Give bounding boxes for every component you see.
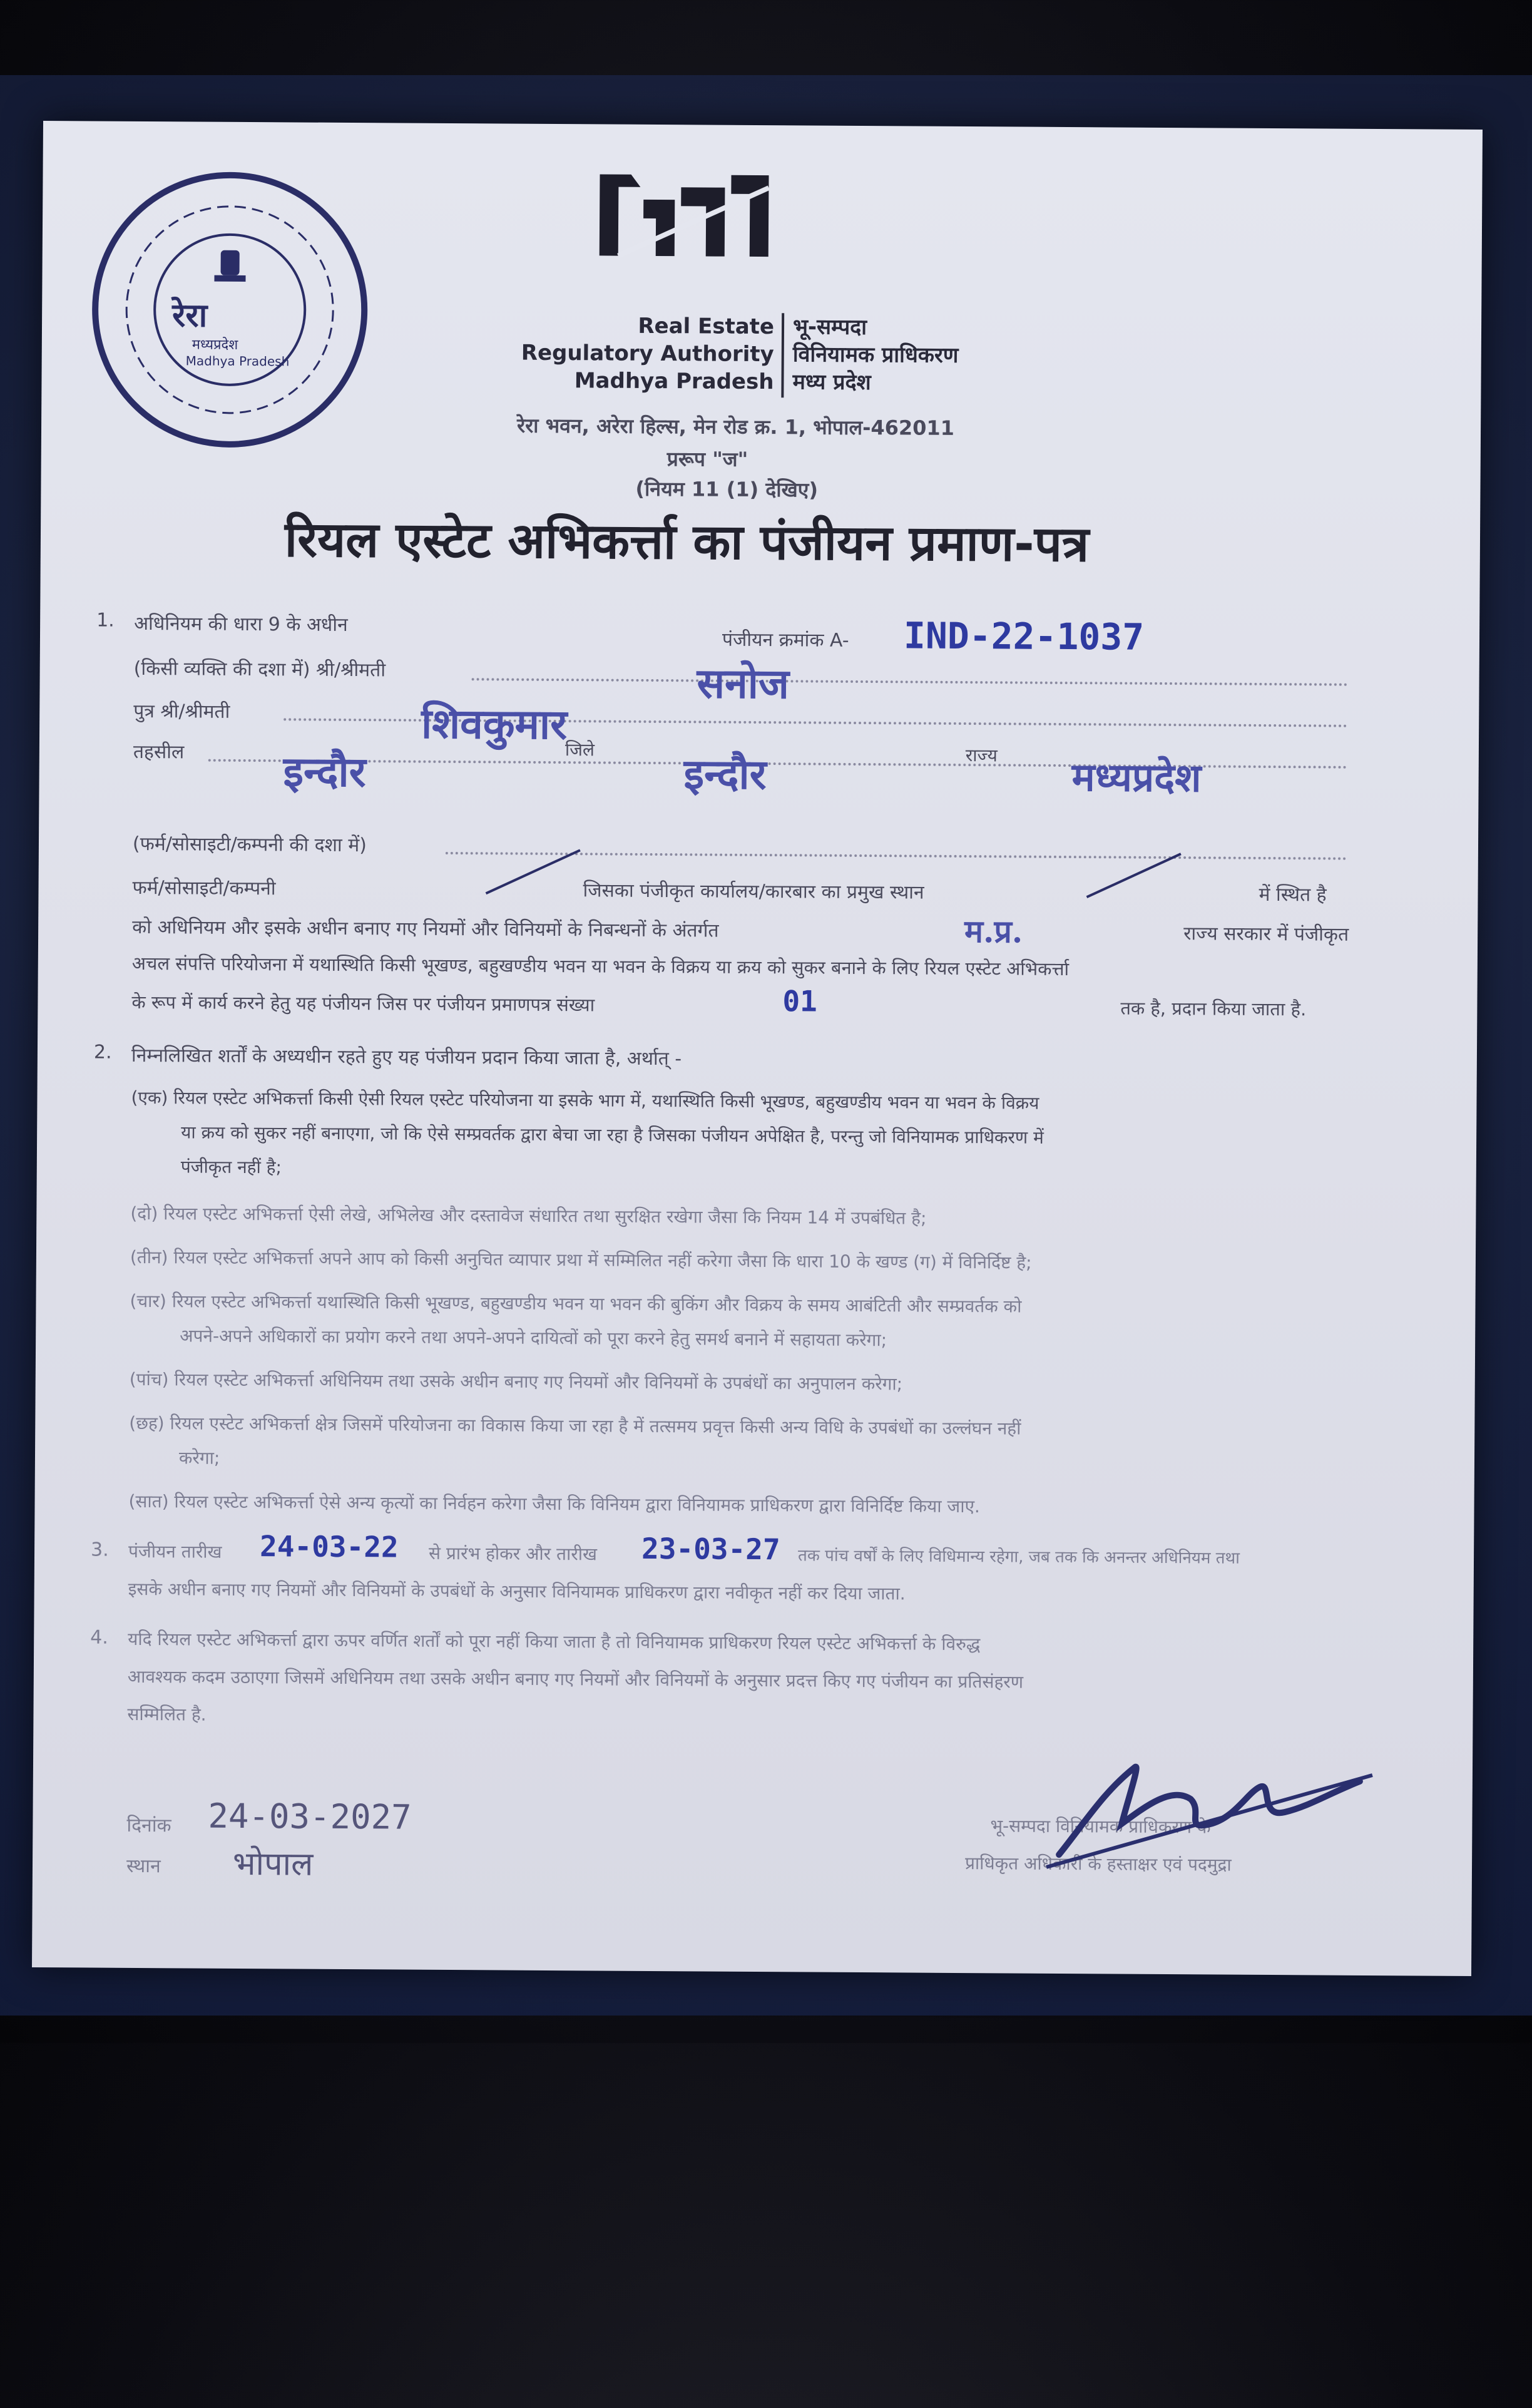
condition-7: (सात) रियल एस्टेट अभिकर्त्ता ऐसे अन्य कृत्यों का निर्वहन करेगा जैसा कि विनियम द्वारा विनियामक प्राधिकरण द्वारा विनिर्दिष्ट किया जाए. — [128, 1490, 980, 1517]
section-4-line1: यदि रियल एस्टेट अभिकर्त्ता द्वारा ऊपर वर्णित शर्तों को पूरा नहीं किया जाता है तो विनियामक प्राधिकरण रियल एस्टेट अभिकर्त्ता के विरुद्ध — [128, 1628, 981, 1655]
section-3-number: 3. — [90, 1539, 109, 1561]
signatory-line2: प्राधिकृत अधिकारी के हस्ताक्षर एवं पदमुद्रा — [964, 1853, 1232, 1875]
rera-seal — [91, 171, 369, 448]
issue-date: 24-03-2027 — [208, 1796, 412, 1837]
seal-ring-text-icon — [98, 178, 362, 443]
form-number: प्ररूप "ज" — [666, 447, 748, 471]
seal-state: मध्यप्रदेश — [192, 337, 238, 353]
seal-state-en: Madhya Pradesh — [185, 353, 290, 369]
condition-6-line2: करेगा; — [178, 1447, 220, 1468]
place-label: स्थान — [126, 1855, 161, 1878]
holder-name: सनोज — [697, 658, 790, 709]
cert-number: 01 — [782, 984, 818, 1018]
situated-text: में स्थित है — [1259, 883, 1327, 906]
tehsil-label: तहसील — [133, 740, 185, 764]
condition-1-line2: या क्रय को सुकर नहीं बनाएगा, जो कि ऐसे सम्प्रवर्तक द्वारा बेचा जा रहा है जिसका पंजीयन अपेक्षित है, परन्तु जो विनियामक प्राधिकरण में — [181, 1122, 1044, 1148]
seal-mark: रेरा — [171, 297, 208, 335]
section-4-line2: आवश्यक कदम उठाएगा जिसमें अधिनियम तथा उसके अधीन बनाए गए नियमों और विनियमों के अनुसार प्रदत्त किए गए पंजीयन का प्रतिसंहरण — [127, 1666, 1024, 1693]
section-1-line3: पुत्र श्री/श्रीमती — [133, 700, 230, 723]
office-address: रेरा भवन, अरेरा हिल्स, मेन रोड क्र. 1, भोपाल-462011 — [516, 413, 955, 440]
strike-mark-icon — [483, 846, 583, 897]
certificate-page — [32, 121, 1483, 1976]
section-3-pre: पंजीयन तारीख — [128, 1540, 222, 1562]
rera-logo — [581, 161, 782, 272]
condition-4-line2: अपने-अपने अधिकारों का प्रयोग करने तथा अपने-अपने दायित्वों को पूरा करने हेतु समर्थ बनाने में सहायता करेगा; — [180, 1325, 887, 1351]
tehsil-value: इन्दौर — [283, 747, 366, 797]
para-c-end: तक है, प्रदान किया जाता है. — [1120, 997, 1307, 1020]
section-1-number: 1. — [96, 609, 115, 632]
strike-mark-2-icon — [1083, 850, 1183, 901]
authority-signature-icon — [1034, 1729, 1385, 1882]
condition-1-line1: (एक) रियल एस्टेट अभिकर्त्ता किसी ऐसी रियल एस्टेट परियोजना या इसके भाग में, यथास्थिति किसी भूखण्ड, बहुखण्डीय भवन या भवन के विक्रय — [131, 1087, 1039, 1114]
firm-label: फर्म/सोसाइटी/कम्पनी — [132, 876, 276, 900]
reg-number: IND-22-1037 — [903, 614, 1145, 658]
name-dotted-line — [472, 678, 1348, 686]
org-name-hindi: भू-सम्पदा विनियामक प्राधिकरण मध्य प्रदेश — [792, 314, 959, 396]
section-4-number: 4. — [90, 1626, 108, 1649]
firm-line: (फर्म/सोसाइटी/कम्पनी की दशा में) — [132, 833, 367, 857]
section-2-intro: निम्नलिखित शर्तों के अध्यधीन रहते हुए यह पंजीयन प्रदान किया जाता है, अर्थात् - — [131, 1044, 682, 1070]
rule-reference: (नियम 11 (1) देखिए) — [635, 476, 819, 502]
condition-6-line1: (छह) रियल एस्टेट अभिकर्त्ता क्षेत्र जिसमें परियोजना का विकास किया जा रहा है में तत्समय प्रवृत्त किसी अन्य विधि के उपबंधों का उल्लंघन नहीं — [129, 1412, 1021, 1439]
valid-to-date: 23-03-27 — [641, 1531, 780, 1567]
org-name-english: Real Estate Regulatory Authority Madhya Pradesh — [521, 313, 775, 395]
state-value: मध्यप्रदेश — [1071, 754, 1202, 801]
section-3-post: तक पांच वर्षों के लिए विधिमान्य रहेगा, जब तक कि अनन्तर अधिनियम तथा — [797, 1546, 1240, 1568]
para-a-end: राज्य सरकार में पंजीकृत — [1183, 923, 1349, 946]
para-a: को अधिनियम और इसके अधीन बनाए गए नियमों और विनियमों के निबन्धनों के अंतर्गत — [132, 916, 719, 942]
section-3-mid: से प्रारंभ होकर और तारीख — [428, 1542, 598, 1565]
signatory-line1: भू-सम्पदा विनियामक प्राधिकरण के — [990, 1815, 1211, 1838]
condition-3: (तीन) रियल एस्टेट अभिकर्त्ता अपने आप को किसी अनुचित व्यापार प्रथा में सम्मिलित नहीं करेगा जैसा कि धारा 10 के खण्ड (ग) में विनिर्दिष्ट है; — [130, 1246, 1032, 1273]
father-name: शिवकुमार — [421, 699, 568, 749]
section-3-line2: इसके अधीन बनाए गए नियमों और विनियमों के उपबंधों के अनुसार विनियामक प्राधिकरण द्वारा नवीकृत नहीं कर दिया जाता. — [128, 1578, 906, 1604]
certificate-title: रियल एस्टेट अभिकर्त्ता का पंजीयन प्रमाण-पत्र — [284, 511, 1090, 573]
district-label: जिले — [564, 739, 595, 761]
certificate-body — [86, 610, 1411, 2408]
section-4-line3: सम्मिलित है. — [127, 1703, 207, 1725]
valid-from-date: 24-03-22 — [259, 1529, 399, 1564]
para-c: के रूप में कार्य करने हेतु यह पंजीयन जिस पर पंजीयन प्रमाणपत्र संख्या — [131, 991, 595, 1016]
date-label: दिनांक — [126, 1814, 171, 1837]
para-b: अचल संपत्ति परियोजना में यथास्थिति किसी भूखण्ड, बहुखण्डीय भवन या भवन के विक्रय या क्रय को सुकर बनाने के लिए रियल एस्टेट अभिकर्त्ता — [131, 952, 1070, 980]
state-label: राज्य — [965, 745, 998, 766]
rera-logo-icon — [581, 161, 782, 269]
section-2-number: 2. — [93, 1041, 112, 1063]
condition-4-line1: (चार) रियल एस्टेट अभिकर्त्ता यथास्थिति किसी भूखण्ड, बहुखण्डीय भवन या भवन की बुकिंग और विक्रय के समय आबंटिती और सम्प्रवर्तक को — [130, 1290, 1022, 1317]
office-label: जिसका पंजीकृत कार्यालय/कारबार का प्रमुख स्थान — [583, 879, 924, 904]
issue-place: भोपाल — [232, 1845, 314, 1883]
condition-2: (दो) रियल एस्टेट अभिकर्त्ता ऐसी लेखे, अभिलेख और दस्तावेज संधारित तथा सुरक्षित रखेगा जैसा कि नियम 14 में उपबंधित है; — [130, 1202, 927, 1229]
header-divider — [781, 313, 784, 397]
condition-5: (पांच) रियल एस्टेट अभिकर्त्ता अधिनियम तथा उसके अधीन बनाए गए नियमों और विनियमों के उपबंधों का अनुपालन करेगा; — [129, 1368, 903, 1395]
condition-1-line3: पंजीकृत नहीं है; — [180, 1156, 282, 1178]
state-short: म.प्र. — [964, 913, 1023, 950]
section-1-line1: अधिनियम की धारा 9 के अधीन — [134, 612, 348, 636]
section-1-line2: (किसी व्यक्ति की दशा में) श्री/श्रीमती — [133, 657, 386, 682]
district-value: इन्दौर — [683, 749, 767, 799]
reg-label: पंजीयन क्रमांक A- — [722, 628, 849, 652]
